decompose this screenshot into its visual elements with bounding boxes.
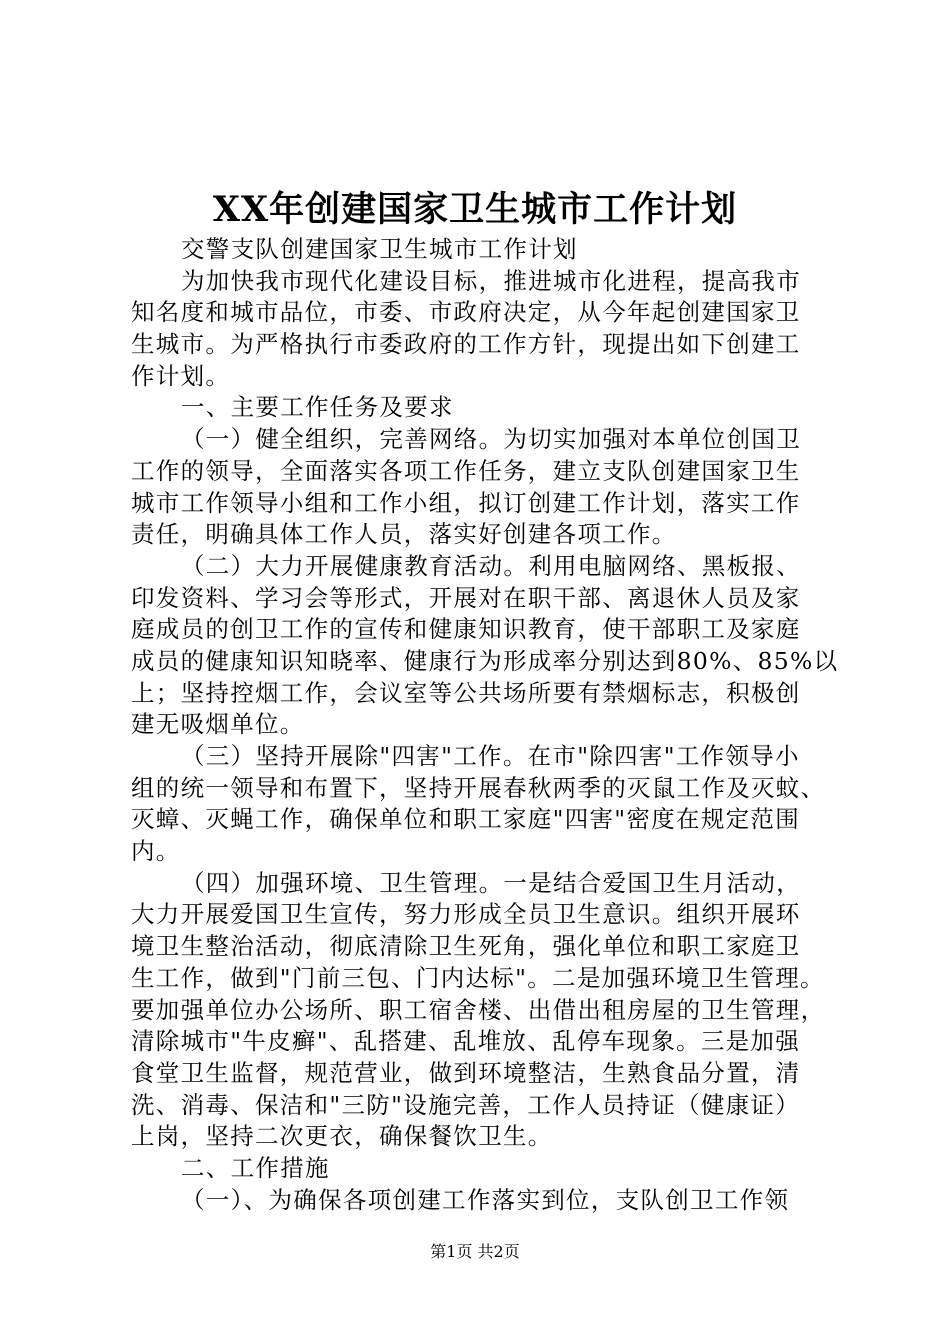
body-line: 食堂卫生监督，规范营业，做到环境整洁，生熟食品分置，清 [131, 1058, 801, 1087]
body-line: 二、工作措施 [181, 1153, 330, 1182]
body-line: 上岗，坚持二次更衣，确保餐饮卫生。 [131, 1122, 553, 1151]
body-line: 生工作，做到"门前三包、门内达标"。二是加强环境卫生管理。 [131, 963, 825, 992]
body-line: 工作的领导，全面落实各项工作任务，建立支队创建国家卫生 [131, 456, 801, 485]
body-line: （一）、为确保各项创建工作落实到位，支队创卫工作领 [181, 1185, 790, 1214]
body-line: （三）坚持开展除"四害"工作。在市"除四害"工作领导小 [181, 742, 800, 770]
body-line: （二）大力开展健康教育活动。利用电脑网络、黑板报、 [181, 551, 801, 580]
body-line: 印发资料、学习会等形式，开展对在职干部、离退休人员及家 [131, 583, 801, 612]
body-line: 大力开展爱国卫生宣传，努力形成全员卫生意识。组织开展环 [131, 900, 801, 929]
page-footer: 第1页 共2页 [430, 1242, 520, 1261]
body-line: 知名度和城市品位，市委、市政府决定，从今年起创建国家卫 [131, 298, 801, 327]
body-line: 交警支队创建国家卫生城市工作计划 [181, 235, 578, 263]
body-line: 灭蟑、灭蝇工作，确保单位和职工家庭"四害"密度在规定范围 [131, 805, 801, 834]
body-line: 组的统一领导和布置下，坚持开展春秋两季的灭鼠工作及灭蚊、 [131, 773, 826, 802]
body-line: 上；坚持控烟工作，会议室等公共场所要有禁烟标志，积极创 [131, 678, 801, 707]
body-line: 境卫生整治活动，彻底清除卫生死角，强化单位和职工家庭卫 [131, 932, 801, 961]
body-line: 为加快我市现代化建设目标，推进城市化进程，提高我市 [181, 266, 801, 295]
body-line: 作计划。 [131, 361, 231, 390]
body-line: 洗、消毒、保洁和"三防"设施完善，工作人员持证（健康证） [131, 1090, 801, 1119]
body-line: 一、主要工作任务及要求 [181, 393, 454, 422]
document-body [131, 234, 839, 1216]
body-line: （四）加强环境、卫生管理。一是结合爱国卫生月活动， [181, 868, 801, 897]
body-line: 建无吸烟单位。 [131, 710, 305, 739]
body-line: 责任，明确具体工作人员，落实好创建各项工作。 [131, 520, 677, 549]
body-line: （一）健全组织，完善网络。为切实加强对本单位创国卫 [181, 425, 801, 454]
body-line: 清除城市"牛皮癣"、乱搭建、乱堆放、乱停车现象。三是加强 [131, 1027, 801, 1056]
body-line: 生城市。为严格执行市委政府的工作方针，现提出如下创建工 [131, 330, 801, 359]
body-line: 庭成员的创卫工作的宣传和健康知识教育，使干部职工及家庭 [131, 615, 801, 644]
body-line: 内。 [131, 837, 181, 866]
body-line: 要加强单位办公场所、职工宿舍楼、出借出租房屋的卫生管理， [131, 995, 826, 1024]
body-line: 城市工作领导小组和工作小组，拟订创建工作计划，落实工作 [131, 488, 801, 517]
document-title: XX年创建国家卫生城市工作计划 [212, 189, 738, 230]
body-line: 成员的健康知识知晓率、健康行为形成率分别达到80%、85%以 [131, 646, 839, 675]
